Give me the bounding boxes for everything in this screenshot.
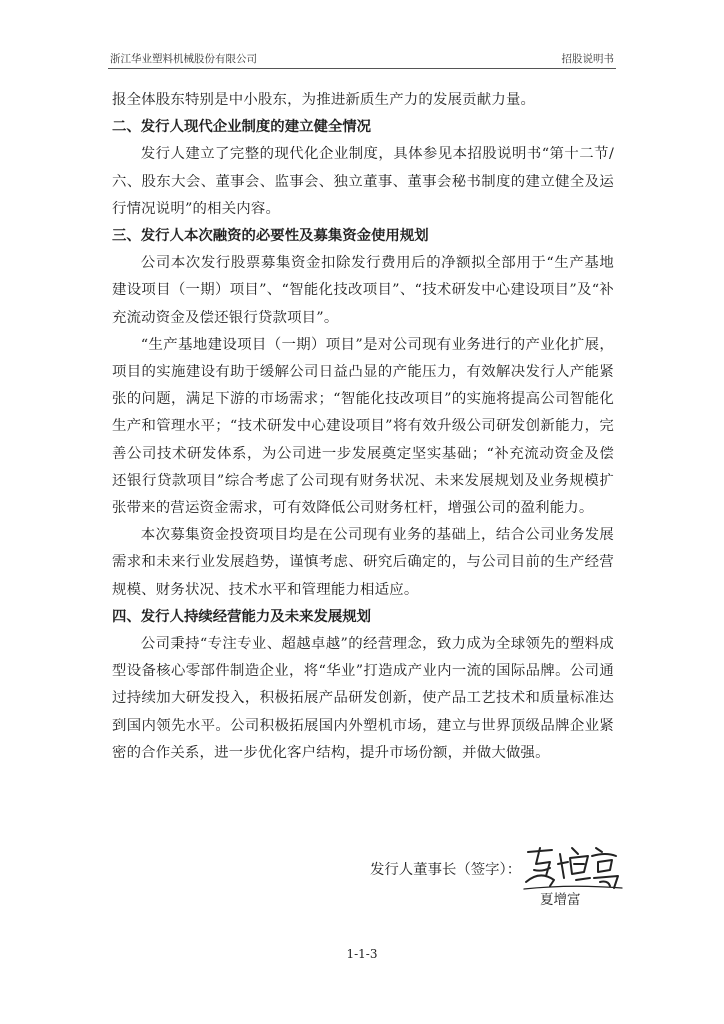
document-body — [112, 87, 614, 767]
signature-block — [370, 842, 630, 912]
paragraph-project-basis: 本次募集资金投资项目均是在公司现有业务的基础上，结合公司业务发展需求和未来行业发展趋势，谨慎考虑、研究后确定的，与公司目前的生产经营规模、财务状况、技术水平和管理能力相适应。 — [112, 527, 614, 598]
handwritten-signature — [520, 842, 625, 892]
page-header — [108, 50, 616, 69]
signature-label: 发行人董事长（签字）： — [370, 862, 522, 878]
section-heading-4: 四、发行人持续经营能力及未来发展规划 — [112, 608, 372, 625]
paragraph-modern-enterprise-system: 发行人建立了完整的现代化企业制度，具体参见本招股说明书“第十二节/六、股东大会、董事会、监事会、独立董事、董事会秘书制度的建立健全及运行情况说明”的相关内容。 — [112, 146, 614, 217]
paragraph-future-plan: 公司秉持“专注专业、超越卓越”的经营理念，致力成为全球领先的塑料成型设备核心零部件制造企业，将“华业”打造成产业内一流的国际品牌。公司通过持续加大研发投入，积极拓展产品研发创新，使产品工艺技术和质量标准达到国内领先水平。公司积极拓展国内外塑机市场，建立与世界顶级品牌企业紧密的合作关系，进一步优化客户结构，提升市场份额，并做大做强。 — [112, 636, 614, 761]
header-document-type: 招股说明书 — [561, 53, 614, 65]
paragraph-project-details: “生产基地建设项目（一期）项目”是对公司现有业务进行的产业化扩展，项目的实施建设有助于缓解公司日益凸显的产能压力，有效解决发行人产能紧张的问题，满足下游的市场需求；“智能化技改项目”的实施将提高公司智能化生产和管理水平；“技术研发中心建设项目”将有效升级公司研发创新能力，完善公司技术研发体系，为公司进一步发展奠定坚实基础；“补充流动资金及偿还银行贷款项目”综合考虑了公司现有财务状况、未来发展规划及业务规模扩张带来的营运资金需求，可有效降低公司财务杠杆，增强公司的盈利能力。 — [112, 336, 614, 517]
signatory-printed-name: 夏增富 — [540, 892, 581, 908]
header-company-name: 浙江华业塑料机械股份有限公司 — [110, 53, 257, 65]
page-number: 1-1-3 — [346, 947, 378, 961]
section-heading-2: 二、发行人现代企业制度的建立健全情况 — [112, 119, 372, 136]
paragraph-continuation: 报全体股东特别是中小股东，为推进新质生产力的发展贡献力量。 — [112, 92, 536, 108]
section-heading-3: 三、发行人本次融资的必要性及募集资金使用规划 — [112, 228, 429, 245]
paragraph-fund-use: 公司本次发行股票募集资金扣除发行费用后的净额拟全部用于“生产基地建设项目（一期）项目”、“智能化技改项目”、“技术研发中心建设项目”及“补充流动资金及偿还银行贷款项目”。 — [112, 255, 614, 326]
